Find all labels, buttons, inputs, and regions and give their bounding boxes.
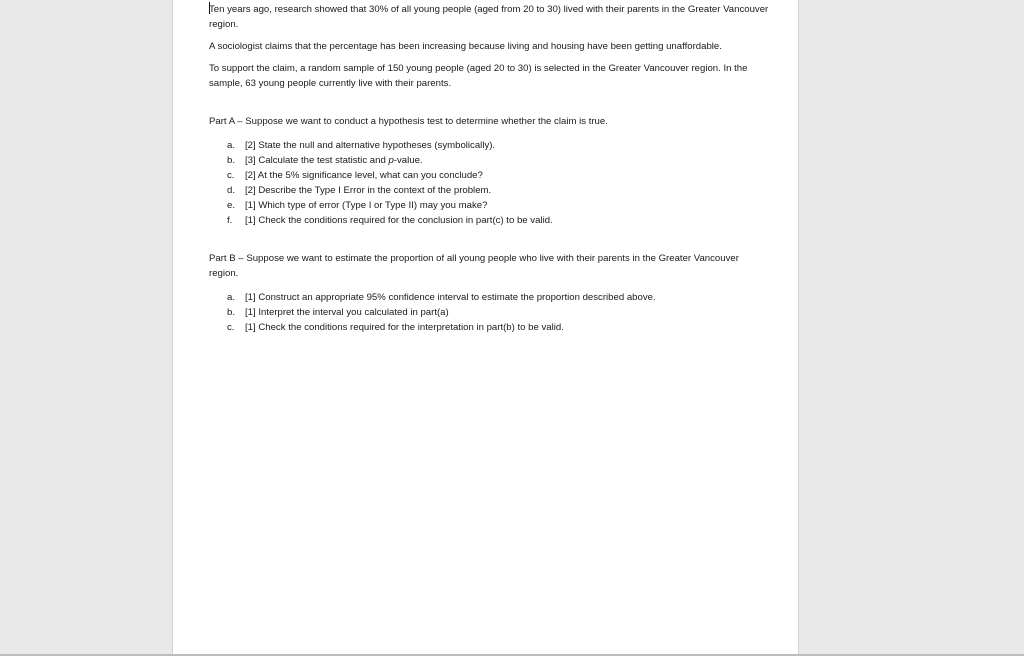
list-item: f. [1] Check the conditions required for the conclusion in part(c) to be valid. <box>227 215 553 226</box>
list-marker: f. <box>227 215 233 226</box>
part-a-list <box>209 138 769 228</box>
document-body[interactable] <box>209 2 769 335</box>
list-marker: b. <box>227 155 236 166</box>
list-item: c. [1] Check the conditions required for the interpretation in part(b) to be valid. <box>227 322 564 333</box>
list-marker: c. <box>227 170 235 181</box>
intro-paragraph-1: Ten years ago, research showed that 30% of all young people (aged from 20 to 30) lived with their parents in the Greater Vancouver region. <box>209 4 769 30</box>
list-item: a. [1] Construct an appropriate 95% confidence interval to estimate the proportion described above. <box>227 292 656 303</box>
intro-paragraph-2: A sociologist claims that the percentage has been increasing because living and housing have been getting unaffordable. <box>209 41 722 52</box>
list-item: c. [2] At the 5% significance level, what can you conclude? <box>227 170 483 181</box>
list-marker: d. <box>227 185 236 196</box>
list-marker: a. <box>227 140 236 151</box>
document-page[interactable] <box>172 0 799 654</box>
part-b-heading: Part B – Suppose we want to estimate the proportion of all young people who live with their parents in the Greater Vancouver region. <box>209 253 739 279</box>
list-marker: a. <box>227 292 236 303</box>
part-b-list <box>209 290 769 335</box>
list-marker: c. <box>227 322 235 333</box>
list-marker: e. <box>227 200 236 211</box>
intro-paragraph-3: To support the claim, a random sample of 150 young people (aged 20 to 30) is selected in the Greater Vancouver region. In the sample, 63 young people currently live with their parents. <box>209 63 748 89</box>
list-item: e. [1] Which type of error (Type I or Type II) may you make? <box>227 200 488 211</box>
list-item: d. [2] Describe the Type I Error in the context of the problem. <box>227 185 492 196</box>
list-item: a. [2] State the null and alternative hypotheses (symbolically). <box>227 140 496 151</box>
list-marker: b. <box>227 307 236 318</box>
list-item: b. [3] Calculate the test statistic and p-value. <box>227 155 423 166</box>
list-item: b. [1] Interpret the interval you calculated in part(a) <box>227 307 449 318</box>
part-a-heading: Part A – Suppose we want to conduct a hypothesis test to determine whether the claim is true. <box>209 116 608 127</box>
